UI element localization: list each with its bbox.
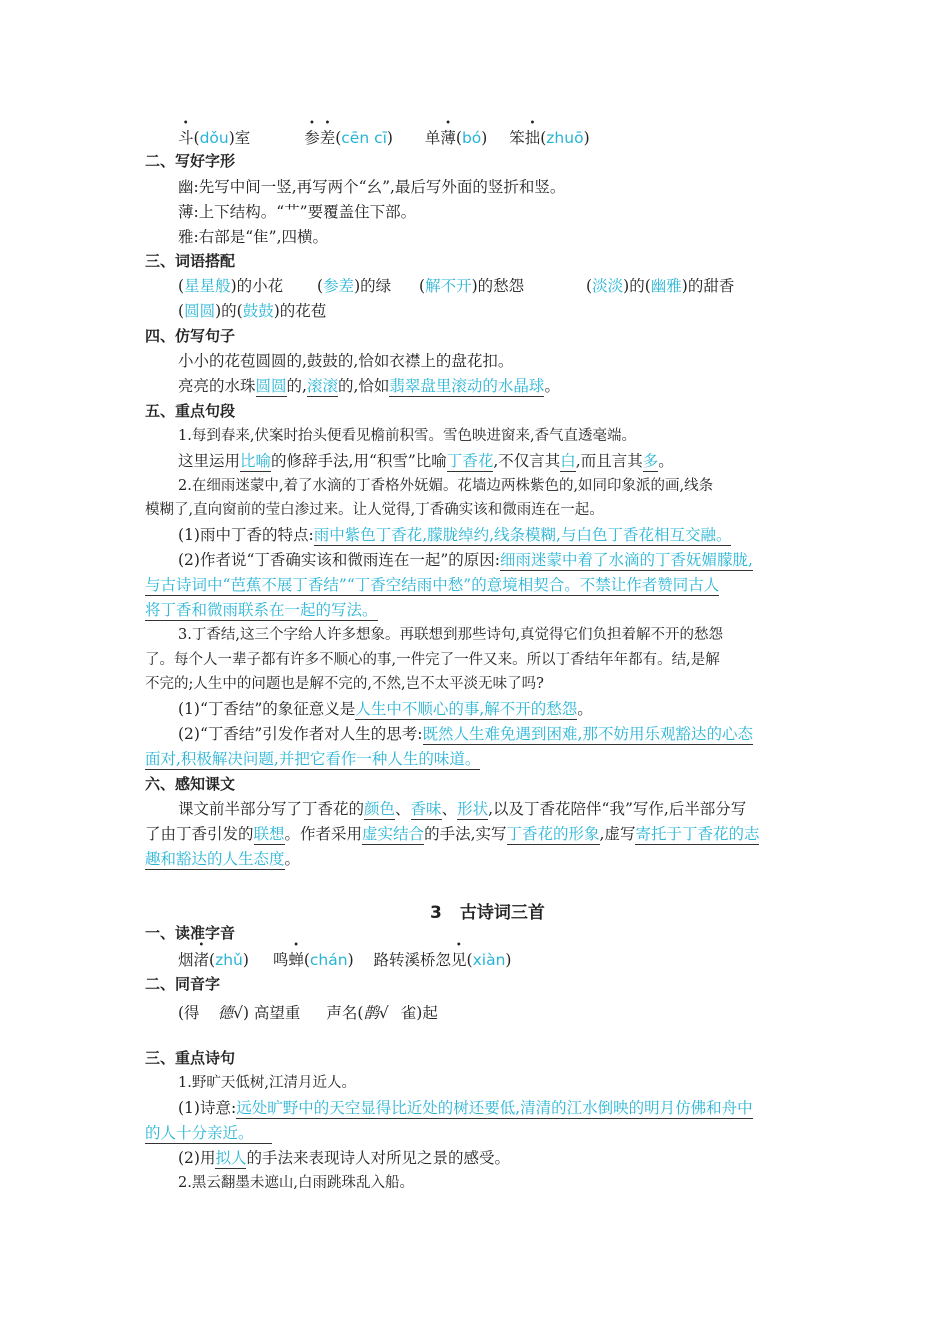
text: 、	[395, 800, 411, 818]
text: (2)“丁香结”引发作者对人生的思考:	[178, 725, 423, 743]
text: ) 高望重	[242, 1004, 301, 1022]
text: 的小花	[236, 277, 284, 295]
answer: 香味	[410, 800, 442, 818]
text-line: 幽:先写中间一竖,再写两个“幺”,最后写外面的竖折和竖。	[178, 178, 566, 196]
answer: 鼓鼓	[242, 302, 274, 320]
word: 笨	[509, 129, 525, 147]
section-heading: 六、感知课文	[145, 775, 236, 793]
section-heading: 二、写好字形	[145, 152, 236, 170]
answer: 多	[642, 452, 659, 470]
text: 的手法来表现诗人对所见之景的感受。	[246, 1149, 510, 1167]
answer: 联想	[253, 825, 285, 843]
text: 。	[658, 452, 674, 470]
answer: 远处旷野中的天空显得比近处的树还要低,清清的江水倒映的明月仿佛和舟中	[236, 1099, 753, 1117]
section-heading: 三、词语搭配	[145, 252, 236, 270]
text: 。作者采用	[284, 825, 363, 843]
answer: 星星般	[184, 277, 231, 295]
section-heading: 四、仿写句子	[145, 327, 236, 345]
answer: 参差	[323, 277, 355, 295]
text: (1)诗意:	[178, 1099, 237, 1117]
text: 的	[221, 302, 237, 320]
answer: 既然人生难免遇到困难,那不妨用乐观豁达的心态	[422, 725, 753, 743]
quote-line: 了。每个人一辈子都有许多不顺心的事,一件完了一件又来。所以丁香结年年都有。结,是解	[145, 652, 720, 668]
collocation-line: (圆圆)的(鼓鼓)的花苞	[178, 302, 327, 320]
text: (2)用	[178, 1149, 216, 1167]
imitation-line	[178, 376, 560, 396]
answer: 的人十分亲近。	[145, 1124, 254, 1142]
summary-line	[145, 849, 300, 869]
text: 。	[577, 700, 593, 718]
dotted-char: 见	[451, 951, 467, 969]
handwritten-answer: 德√	[217, 1004, 243, 1022]
word: 路转溪桥忽	[373, 951, 452, 969]
answer: 幽雅	[650, 277, 682, 295]
pinyin: zhuō	[546, 129, 584, 147]
dotted-char: 拙	[524, 129, 541, 147]
quote-line: 2.黑云翻墨未遮山,白雨跳珠乱入船。	[178, 1175, 414, 1191]
lesson-title	[430, 898, 545, 923]
collocation-line: (星星般)的小花 (参差)的绿 (解不开)的愁怨 (淡淡)的(幽雅)的甜香	[178, 277, 735, 295]
quote-line: 2.在细雨迷蒙中,着了水滴的丁香格外妩媚。花墙边两株紫色的,如同印象派的画,线条	[178, 478, 714, 494]
homophone-line	[178, 1003, 438, 1023]
word: 鸣	[272, 951, 289, 969]
pinyin-line: 烟渚(zhǔ) 鸣蝉(chán) 路转溪桥忽见(xiàn)	[178, 951, 512, 969]
summary-line	[145, 824, 759, 844]
text: 这里运用	[178, 452, 241, 470]
answer: 颜色	[364, 800, 396, 818]
quote-line: 3.丁香结,这三个字给人许多想象。再联想到那些诗句,真觉得它们负担着解不开的愁怨	[178, 627, 724, 643]
text: 雀)起	[400, 1004, 438, 1022]
answer: 拟人	[215, 1149, 247, 1167]
text: 的愁怨	[477, 277, 525, 295]
answer-line	[145, 600, 378, 620]
question-line	[178, 699, 593, 719]
text: 的	[629, 277, 645, 295]
dotted-char: 蝉	[288, 951, 304, 969]
section-heading: 五、重点句段	[145, 402, 236, 420]
dotted-char: 差	[319, 129, 336, 147]
answer: 人生中不顺心的事,解不开的愁怨	[355, 700, 578, 718]
pinyin: dǒu	[199, 129, 229, 147]
dotted-char: 斗	[178, 129, 194, 147]
question-line	[178, 724, 753, 744]
text: 的,恰如	[337, 377, 390, 395]
word: 烟	[178, 951, 194, 969]
dotted-char: 薄	[440, 129, 456, 147]
answer: 将丁香和微雨联系在一起的写法。	[145, 601, 378, 619]
handwritten-answer: 鹊√	[363, 1004, 389, 1022]
question-line	[178, 550, 753, 570]
answer: 淡淡	[592, 277, 624, 295]
text-line: 薄:上下结构。“艹”要覆盖住下部。	[178, 203, 417, 221]
answer: 寄托于丁香花的志	[635, 825, 760, 843]
summary-line	[178, 799, 746, 819]
text-line: 小小的花苞圆圆的,鼓鼓的,恰如衣襟上的盘花扣。	[178, 352, 514, 370]
answer-line	[145, 1123, 272, 1144]
lesson-name: 古诗词三首	[459, 903, 545, 923]
text: 的手法,实写	[424, 825, 507, 843]
answer: 与古诗词中“芭蕉不展丁香结”“丁香空结雨中愁”的意境相契合。不禁让作者赞同古人	[145, 576, 720, 594]
answer-line	[145, 749, 480, 769]
word-rest: 室	[234, 129, 251, 147]
dotted-char: 渚	[193, 951, 210, 969]
dotted-char: 参	[304, 129, 320, 147]
text: ,虚写	[599, 825, 636, 843]
text: 亮亮的水珠	[178, 377, 256, 395]
pinyin: cēn cī	[341, 129, 387, 147]
answer: 圆圆	[184, 302, 216, 320]
answer: 形状	[457, 800, 489, 818]
text: (得	[178, 1004, 200, 1022]
text: 、	[441, 800, 458, 818]
pinyin: bó	[461, 129, 482, 147]
answer: 虚实结合	[362, 825, 425, 843]
question-line	[178, 1098, 753, 1118]
answer: 雨中紫色丁香花,朦胧绰约,线条模糊,与白色丁香花相互交融。	[313, 526, 732, 544]
pinyin: zhǔ	[215, 951, 243, 969]
section-heading: 一、读准字音	[145, 924, 236, 942]
section-heading: 二、同音字	[145, 975, 221, 993]
section-heading: 三、重点诗句	[145, 1049, 236, 1067]
answer: 白	[560, 452, 576, 470]
answer: 滚滚	[306, 377, 338, 395]
text: 。	[284, 850, 301, 868]
text: 了由丁香引发的	[145, 825, 254, 843]
quote-line: 不完的;人生中的问题也是解不完的,不然,岂不太平淡无味了吗?	[145, 676, 544, 692]
text: 课文前半部分写了丁香花的	[178, 800, 365, 818]
pinyin: xiàn	[472, 951, 506, 969]
answer: 翡翠盘里滚动的水晶球	[389, 377, 545, 395]
answer-line	[145, 575, 719, 595]
quote-line: 1.野旷天低树,江清月近人。	[178, 1075, 356, 1091]
text-line: 雅:右部是“隹”,四横。	[178, 228, 328, 246]
text: 声名(	[326, 1004, 364, 1022]
question-line	[178, 525, 731, 545]
text: 的,	[286, 377, 307, 395]
text: (1)“丁香结”的象征意义是	[178, 700, 356, 718]
answer: 面对,积极解决问题,并把它看作一种人生的味道。	[145, 750, 481, 768]
question-line	[178, 1148, 510, 1168]
pinyin-line: 斗(dǒu)室 参差(cēn cī) 单薄(bó) 笨拙(zhuō)	[178, 129, 590, 147]
answer: 丁香花的形象	[506, 825, 600, 843]
answer: 细雨迷蒙中着了水滴的丁香妩媚朦胧,	[500, 551, 753, 569]
text: 的甜香	[687, 277, 735, 295]
text: 的花苞	[279, 302, 327, 320]
word: 单	[424, 129, 441, 147]
text: 的绿	[360, 277, 392, 295]
answer: 圆圆	[255, 377, 287, 395]
analysis-line	[178, 451, 674, 471]
text: ,以及丁香花陪伴“我”写作,后半部分写	[488, 800, 747, 818]
text: ,不仅言其	[493, 452, 561, 470]
text: (2)作者说“丁香确实该和微雨连在一起”的原因:	[178, 551, 501, 569]
text: (1)雨中丁香的特点:	[178, 526, 314, 544]
answer: 丁香花	[446, 452, 494, 470]
quote-line: 1.每到春来,伏案时抬头便看见檐前积雪。雪色映进窗来,香气直透毫端。	[178, 428, 637, 444]
text: 的修辞手法,用“积雪”比喻	[271, 452, 447, 470]
answer: 解不开	[425, 277, 472, 295]
pinyin: chán	[309, 951, 348, 969]
text: ,而且言其	[575, 452, 643, 470]
text: 。	[544, 377, 560, 395]
answer: 趣和豁达的人生态度	[145, 850, 285, 868]
quote-line: 模糊了,直向窗前的莹白渗过来。让人觉得,丁香确实该和微雨连在一起。	[145, 502, 604, 518]
lesson-number: 3	[430, 903, 442, 923]
answer: 比喻	[240, 452, 272, 470]
